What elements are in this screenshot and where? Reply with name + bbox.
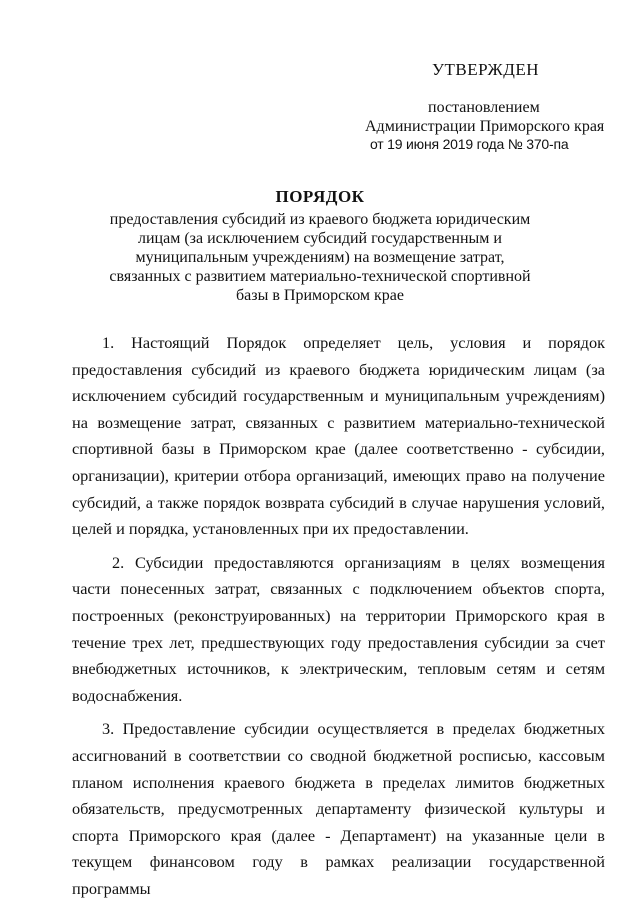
approval-stamp-title: УТВЕРЖДЕН — [432, 60, 539, 79]
document-subtitle: предоставления субсидий из краевого бюджета юридическим лицам (за исключением субсидий государственным и муниципальным учреждениям) на возмещение затрат, связанных с развитием материально-технической спортивной базы в Приморском крае — [109, 211, 531, 304]
approval-line-authority: Администрации Приморского края — [365, 118, 605, 135]
document-title: ПОРЯДОК — [275, 187, 365, 206]
paragraph-1: 1. Настоящий Порядок определяет цель, условия и порядок предоставления субсидий из краевого бюджета юридическим лицам (за исключением субсидий государственным и муниципальным учреждениям) на возмещение затрат, связанных с развитием материально-технической спортивной базы в Приморском крае (далее соответственно - субсидии, организации), критерии отбора организаций, имеющих право на получение субсидий, а также порядок возврата субсидий в случае нарушения условий, целей и порядка, установленных при их предоставлении. — [72, 333, 605, 539]
paragraph-2: 2. Субсидии предоставляются организациям в целях возмещения части понесенных затрат, связанных с подключением объектов спорта, построенных (реконструированных) на территории Приморского края в течение трех лет, предшествующих году предоставления субсидии за счет внебюджетных источников, к электрическим, тепловым сетям и сетям водоснабжения. — [72, 552, 605, 705]
approval-line-decree: постановлением — [428, 99, 540, 116]
document-body — [72, 330, 605, 909]
approval-line-date-number: от 19 июня 2019 года № 370-па — [370, 136, 569, 152]
paragraph-3: 3. Предоставление субсидии осуществляется в пределах бюджетных ассигнований в соответствии со сводной бюджетной росписью, кассовым планом исполнения краевого бюджета в пределах лимитов бюджетных обязательств, предусмотренных департаменту физической культуры и спорта Приморского края (далее - Департамент) на указанные цели в текущем финансовом году в рамках реализации государственной программы — [72, 719, 605, 898]
